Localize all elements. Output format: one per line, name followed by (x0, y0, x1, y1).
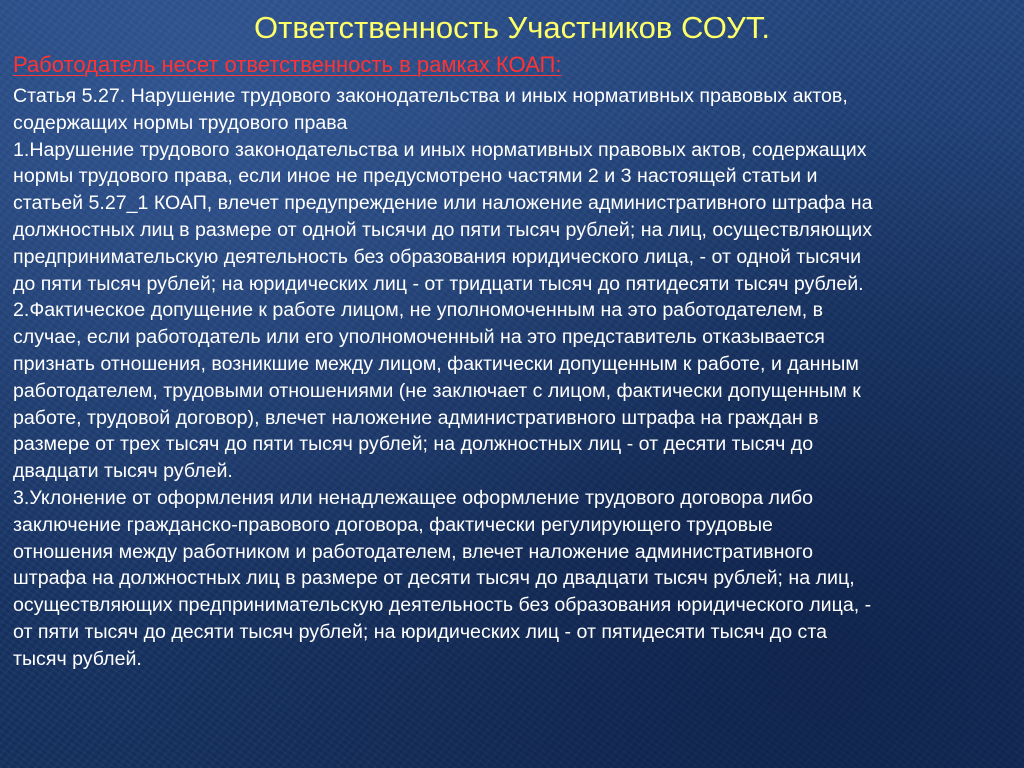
body-line: статьей 5.27_1 КОАП, влечет предупреждение или наложение административного штрафа на (13, 192, 873, 215)
slide-title: Ответственность Участников СОУТ. (254, 10, 770, 45)
body-line: признать отношения, возникшие между лицом, фактически допущенным к работе, и данным (13, 352, 859, 375)
body-line: двадцати тысяч рублей. (13, 460, 233, 483)
slide-body (13, 83, 1013, 673)
body-line: Статья 5.27. Нарушение трудового законодательства и иных нормативных правовых актов, (13, 85, 848, 107)
body-line: предпринимательскую деятельность без образования юридического лица, - от одной тысячи (13, 245, 862, 268)
body-line: должностных лиц в размере от одной тысячи до пяти тысяч рублей; на лиц, осуществляющих (13, 218, 873, 241)
body-line: заключение гражданско-правового договора, фактически регулирующего трудовые (13, 513, 773, 536)
body-line: 2.Фактическое допущение к работе лицом, не уполномоченным на это работодателем, в (13, 299, 824, 322)
slide-subtitle: Работодатель несет ответственность в рамках КОАП: (13, 52, 562, 77)
body-line: случае, если работодатель или его уполномоченный на это представитель отказывается (13, 326, 825, 349)
body-line: работе, трудовой договор), влечет наложение административного штрафа на граждан в (13, 406, 819, 429)
body-line: отношения между работником и работодателем, влечет наложение административного (13, 540, 814, 563)
body-line: осуществляющих предпринимательскую деятельность без образования юридического лица, - (13, 594, 872, 617)
body-line: нормы трудового права, если иное не предусмотрено частями 2 и 3 настоящей статьи и (13, 165, 818, 188)
body-line: размере от трех тысяч до пяти тысяч рублей; на должностных лиц - от десяти тысяч до (13, 433, 814, 456)
body-line: от пяти тысяч до десяти тысяч рублей; на юридических лиц - от пятидесяти тысяч до ста (13, 620, 827, 643)
body-line: 1.Нарушение трудового законодательства и иных нормативных правовых актов, содержащих (13, 138, 867, 161)
body-line: 3.Уклонение от оформления или ненадлежащее оформление трудового договора либо (13, 486, 814, 509)
body-line: работодателем, трудовыми отношениями (не заключает с лицом, фактически допущенным к (13, 379, 861, 402)
body-line: штрафа на должностных лиц в размере от десяти тысяч до двадцати тысяч рублей; на лиц, (13, 567, 855, 590)
body-line: до пяти тысяч рублей; на юридических лиц - от тридцати тысяч до пятидесяти тысяч рублей. (13, 272, 864, 295)
body-line: содержащих нормы трудового права (13, 111, 348, 134)
body-line: тысяч рублей. (13, 647, 142, 670)
